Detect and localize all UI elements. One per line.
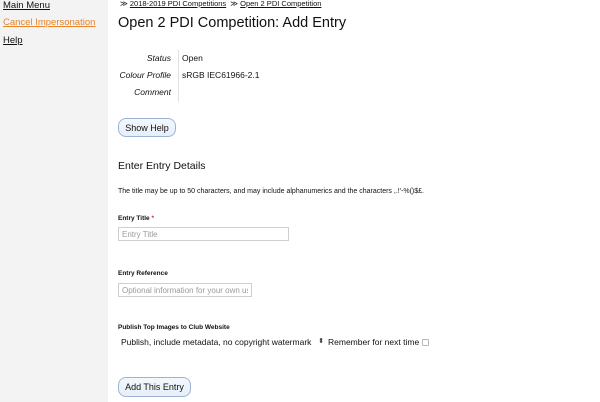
main-content [118,0,600,402]
remember-label: Remember for next time [328,337,420,347]
entry-reference-input[interactable] [118,283,252,297]
required-marker: * [151,215,155,222]
publish-label: Publish Top Images to Club Website [118,324,230,331]
entry-reference-label: Entry Reference [118,270,168,277]
colour-profile-label: Colour Profile [119,70,171,80]
cancel-impersonation-link[interactable]: Cancel Impersonation [3,17,96,28]
breadcrumb [118,0,321,8]
main-menu-link[interactable]: Main Menu [3,0,50,11]
colour-profile-value: sRGB IEC61966-2.1 [182,70,260,80]
info-divider [178,50,179,102]
publish-select[interactable] [118,335,326,349]
title-hint-text: The title may be up to 50 characters, and may include alphanumerics and the characters ,.!'-%()$£. [118,188,424,195]
select-arrows-icon: ⬍ [318,338,324,345]
entry-title-label-text: Entry Title [118,215,150,222]
breadcrumb-separator: ≫ [120,0,128,8]
status-value: Open [182,53,203,63]
page-title: Open 2 PDI Competition: Add Entry [118,15,347,31]
breadcrumb-competitions-link[interactable]: 2018-2019 PDI Competitions [129,0,227,8]
publish-select-value: Publish, include metadata, no copyright watermark [121,337,312,347]
status-label: Status [146,53,171,63]
help-link[interactable]: Help [3,35,23,46]
breadcrumb-competition-link[interactable]: Open 2 PDI Competition [240,0,322,8]
breadcrumb-separator: ≫ [230,0,239,8]
comment-label: Comment [134,87,171,97]
remember-checkbox[interactable] [422,339,429,346]
show-help-button[interactable]: Show Help [118,118,176,137]
add-entry-button[interactable]: Add This Entry [118,377,191,397]
sidebar [0,0,108,402]
entry-title-label [118,215,154,222]
entry-title-input[interactable] [118,227,289,241]
entry-details-heading: Enter Entry Details [118,160,206,172]
